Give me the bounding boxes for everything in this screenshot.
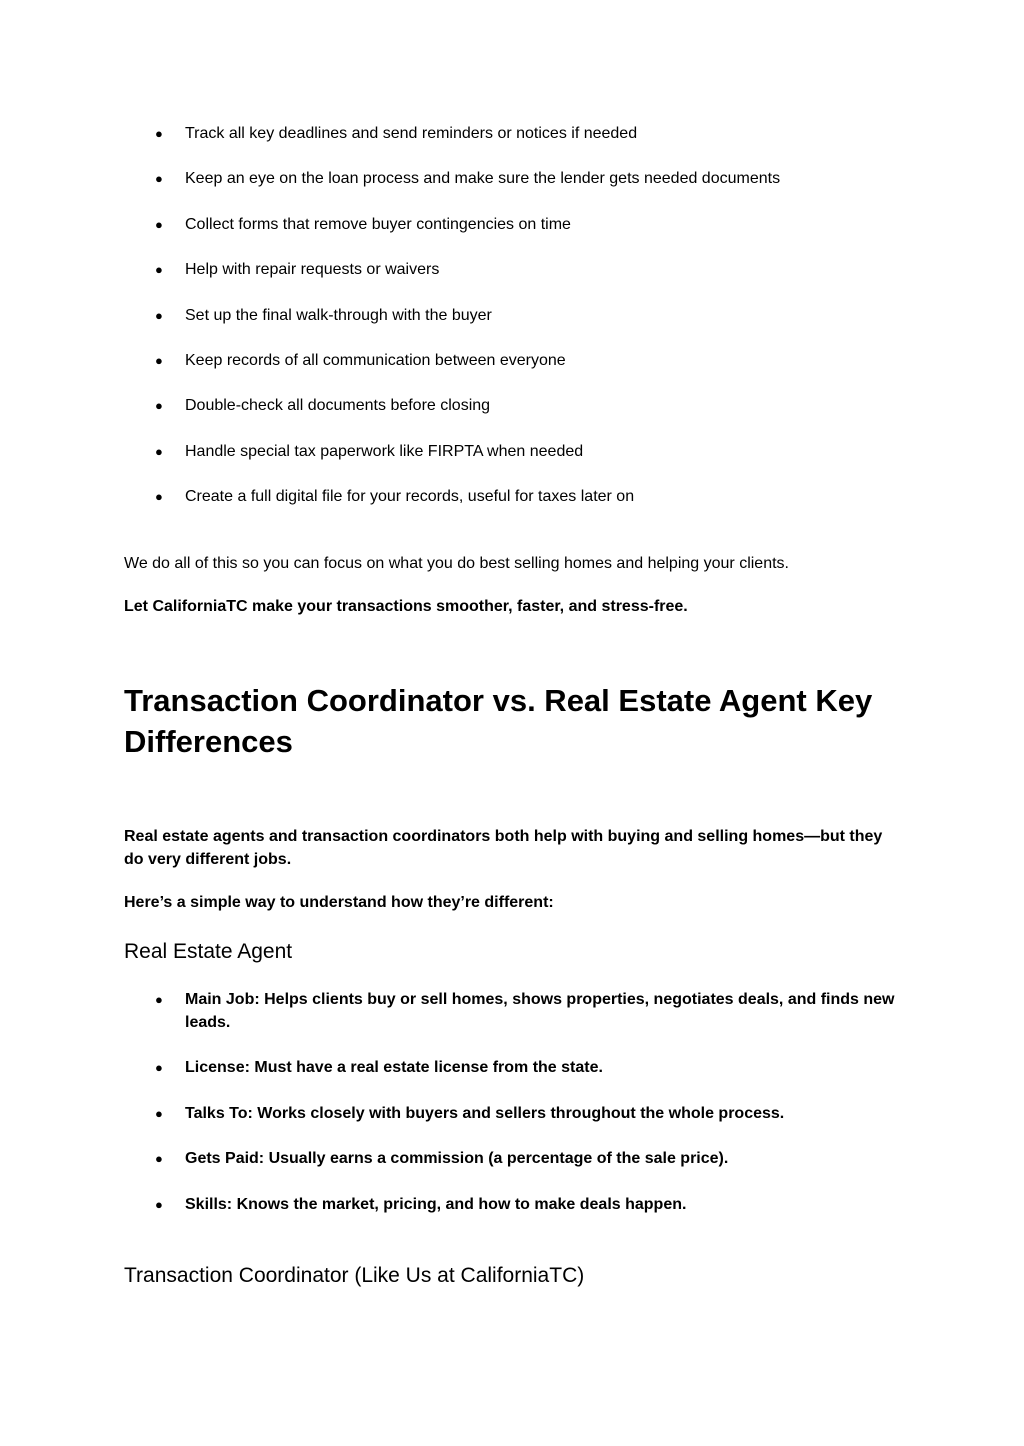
list-item bbox=[124, 394, 780, 417]
list-item-text: Talks To: Works closely with buyers and sellers throughout the whole process. bbox=[185, 1104, 785, 1122]
list-item bbox=[124, 304, 780, 327]
list-item-text: Gets Paid: Usually earns a commission (a percentage of the sale price). bbox=[185, 1150, 729, 1168]
bullet-icon: ● bbox=[155, 992, 163, 1007]
list-item-text: Skills: Knows the market, pricing, and how to make deals happen. bbox=[185, 1195, 687, 1213]
bullet-icon: ● bbox=[155, 398, 163, 414]
list-item bbox=[124, 349, 780, 372]
lead-in-text: Here’s a simple way to understand how they’re different: bbox=[124, 894, 554, 911]
bullet-icon: ● bbox=[155, 443, 163, 459]
list-item bbox=[124, 1147, 904, 1170]
bullet-icon: ● bbox=[155, 126, 163, 141]
list-item-text: Create a full digital file for your records, useful for taxes later on bbox=[185, 488, 635, 506]
list-item bbox=[124, 213, 780, 236]
agent-heading: Real Estate Agent bbox=[124, 940, 293, 963]
bullet-icon: ● bbox=[155, 1105, 163, 1121]
bullet-icon: ● bbox=[155, 1196, 163, 1212]
list-item-text: Help with repair requests or waivers bbox=[185, 261, 440, 279]
list-item-text: Collect forms that remove buyer contingencies on time bbox=[185, 215, 571, 233]
list-item bbox=[124, 1056, 904, 1079]
list-item bbox=[124, 258, 780, 281]
list-item bbox=[124, 1102, 904, 1125]
bullet-icon: ● bbox=[155, 262, 163, 278]
tc-duties-list bbox=[124, 122, 780, 531]
list-item bbox=[124, 988, 904, 1034]
list-item bbox=[124, 1193, 904, 1216]
section-title: Transaction Coordinator vs. Real Estate Agent Key Differences bbox=[124, 683, 873, 759]
list-item-text: Double-check all documents before closing bbox=[185, 397, 491, 415]
list-item bbox=[124, 122, 780, 145]
list-item-text: License: Must have a real estate license from the state. bbox=[185, 1059, 603, 1077]
list-item bbox=[124, 167, 780, 190]
list-item-text: Track all key deadlines and send reminders or notices if needed bbox=[185, 125, 638, 142]
closing-paragraph: We do all of this so you can focus on what you do best selling homes and helping your clients. bbox=[124, 555, 789, 572]
coordinator-heading: Transaction Coordinator (Like Us at CaliforniaTC) bbox=[124, 1264, 585, 1287]
list-item bbox=[124, 440, 780, 463]
bullet-icon: ● bbox=[155, 489, 163, 505]
list-item-text: Keep an eye on the loan process and make sure the lender gets needed documents bbox=[185, 170, 781, 188]
bullet-icon: ● bbox=[155, 216, 163, 232]
list-item-text: Main Job: Helps clients buy or sell homes, shows properties, negotiates deals, and finds new leads. bbox=[185, 991, 895, 1031]
list-item-text: Set up the final walk-through with the buyer bbox=[185, 306, 492, 324]
closing-cta: Let CaliforniaTC make your transactions smoother, faster, and stress-free. bbox=[124, 598, 688, 615]
bullet-icon: ● bbox=[155, 1151, 163, 1167]
bullet-icon: ● bbox=[155, 307, 163, 323]
intro-paragraph: Real estate agents and transaction coordinators both help with buying and selling homes—but they do very different jobs. bbox=[124, 828, 883, 868]
bullet-icon: ● bbox=[155, 171, 163, 187]
bullet-icon: ● bbox=[155, 1060, 163, 1076]
bullet-icon: ● bbox=[155, 352, 163, 368]
list-item bbox=[124, 485, 780, 508]
agent-facts-list bbox=[124, 988, 904, 1238]
list-item-text: Keep records of all communication between everyone bbox=[185, 351, 566, 369]
list-item-text: Handle special tax paperwork like FIRPTA when needed bbox=[185, 442, 584, 460]
